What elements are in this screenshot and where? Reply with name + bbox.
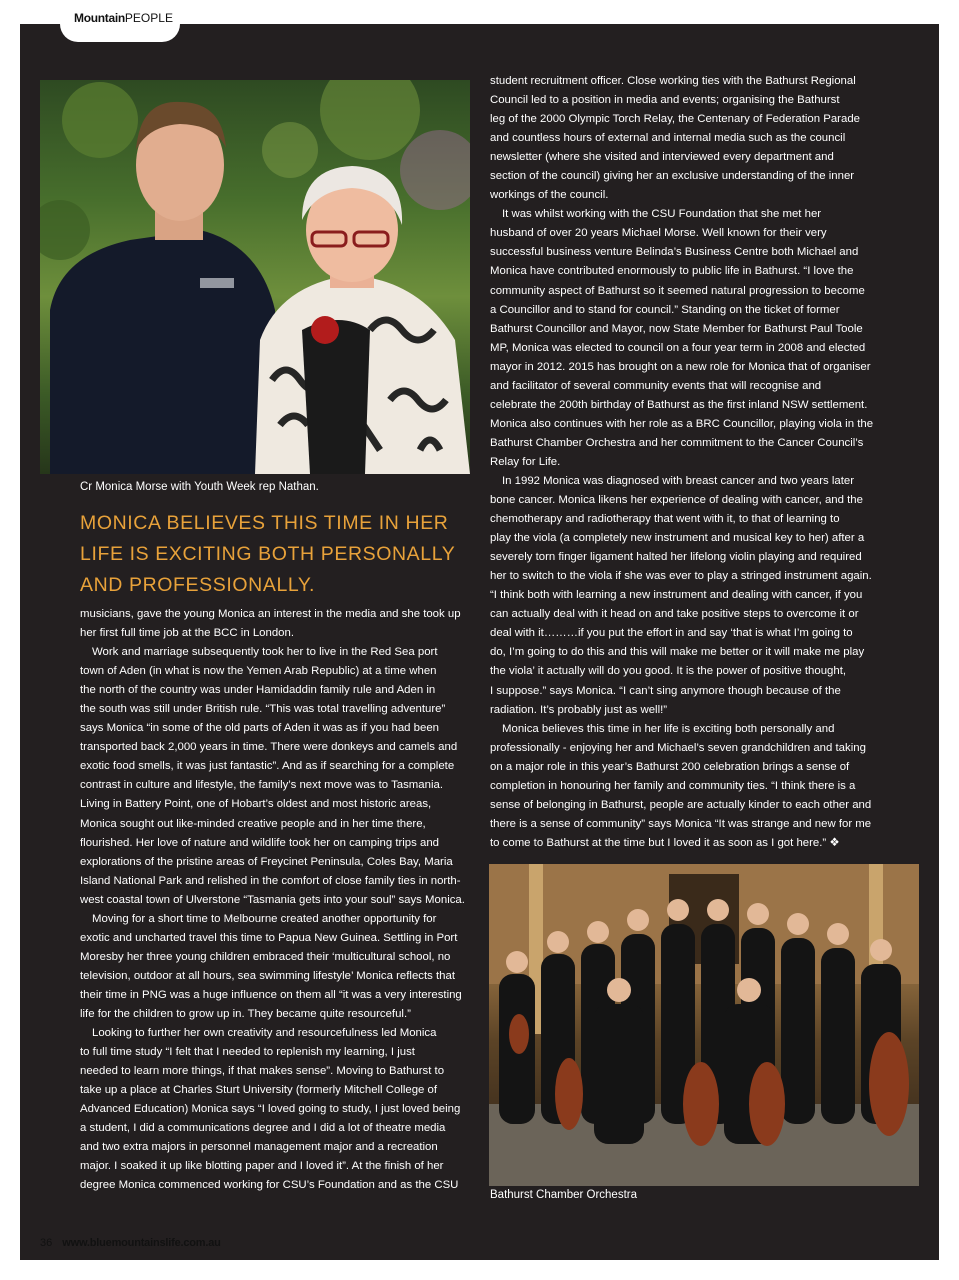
article-text-line: there is a sense of community” says Monica “It was strange and new for me	[490, 817, 872, 830]
article-text-line: flourished. Her love of nature and wildlife took her on camping trips and	[80, 836, 440, 849]
article-text-line: severely torn finger ligament halted her lifelong violin playing and required	[490, 551, 862, 564]
article-right-column	[490, 72, 885, 853]
article-text-line: the viola’ it actually will do you good. It is the power of positive thought,	[490, 665, 847, 678]
article-text-line: her first full time job at the BCC in London.	[80, 627, 294, 640]
article-text-line: Bathurst Councillor and Mayor, now State Member for Bathurst Paul Toole	[490, 322, 863, 335]
article-text-line: student recruitment officer. Close working ties with the Bathurst Regional	[490, 75, 856, 87]
article-text-line: and two extra majors in personnel management major and a recreation	[80, 1141, 438, 1154]
article-text-line: Looking to further her own creativity and resourcefulness led Monica	[92, 1027, 437, 1040]
article-text-line: community aspect of Bathurst so it seemed natural progression to become	[490, 284, 865, 297]
article-text-line: newsletter (where she visited and interviewed every department and	[490, 151, 834, 164]
article-text-line: sense of belonging in Bathurst, people are actually kinder to each other and	[490, 798, 872, 811]
article-text-line: contrast in culture and lifestyle, the family’s next move was to Tasmania.	[80, 779, 443, 792]
article-text-line: says Monica “in some of the old parts of Aden it was as if you had been	[80, 722, 440, 735]
article-text-line: Relay for Life.	[490, 455, 561, 468]
article-text-line: the south was still under British rule. “This was total travelling adventure”	[80, 703, 446, 716]
article-text-line: “I think both with learning a new instrument and dealing with cancer, if you	[490, 589, 863, 602]
article-text-line: Monica also continues with her role as a BRC Councillor, playing viola in the	[490, 417, 874, 430]
article-text-line: In 1992 Monica was diagnosed with breast cancer and two years later	[502, 474, 855, 487]
website-link[interactable]: www.bluemountainslife.com.au	[62, 1237, 221, 1249]
article-text-line: leg of the 2000 Olympic Torch Relay, the Centenary of Federation Parade	[490, 113, 860, 126]
article-text-line: Moresby her three young children embraced their ‘multicultural school, no	[80, 950, 451, 963]
article-text-line: Bathurst Chamber Orchestra and her commitment to the Cancer Council’s	[490, 436, 864, 449]
article-text-line: and countless hours of external and internal media such as the council	[490, 132, 846, 145]
article-text-line: husband of over 20 years Michael Morse. Well known for their very	[490, 227, 827, 240]
article-text-line: degree Monica commenced working for CSU’s Foundation and as the CSU	[80, 1179, 459, 1192]
article-text-line: to full time study “I felt that I needed to replenish my learning, I just	[80, 1046, 415, 1059]
article-text-line: exotic and uncharted travel this time to Papua New Guinea. Settling in Port	[80, 931, 458, 944]
article-text-line: Moving for a short time to Melbourne created another opportunity for	[92, 912, 437, 925]
article-text-line: her to switch to the viola if she was ever to play a stringed instrument again.	[490, 570, 872, 583]
article-text-line: successful business venture Belinda’s Business Centre both Michael and	[490, 246, 859, 259]
article-text-line: chemotherapy and radiotherapy that went with it, to that of learning to	[490, 513, 840, 526]
article-text-line: exotic food smells, it was just fantastic”. And as if searching for a complete	[80, 760, 455, 773]
article-text-line: their time in PNG was a huge influence on them all “it was a very interesting	[80, 988, 462, 1001]
article-text-line: mayor in 2012. 2015 has brought on a new role for Monica that of organiser	[490, 360, 871, 373]
article-text-line: a Councillor and to stand for council.” Standing on the ticket of former	[490, 303, 840, 316]
article-text-line: take up a place at Charles Sturt University (formerly Mitchell College of	[80, 1084, 438, 1097]
article-text-line: MP, Monica was elected to council on a four year term in 2008 and elected	[490, 341, 866, 354]
article-text-line: I suppose.” says Monica. “I can’t sing anymore though because of the	[490, 684, 841, 697]
article-text-line: radiation. It’s probably just as well!”	[490, 703, 668, 716]
article-text-line: professionally - enjoying her and Michael’s seven grandchildren and taking	[490, 741, 866, 754]
article-text-line: Living in Battery Point, one of Hobart’s oldest and most historic areas,	[80, 798, 432, 811]
article-text-line: Monica sought out like-minded creative people and in her time there,	[80, 817, 426, 830]
pull-quote-line: MONICA BELIEVES THIS TIME IN HER	[80, 512, 449, 534]
article-text-line: west coastal town of Ulverstone “Tasmania gets into your soul” says Monica.	[80, 893, 465, 906]
article-text-line: It was whilst working with the CSU Foundation that she met her	[502, 208, 822, 221]
article-text-line: section of the council) giving her an exclusive understanding of the inner	[490, 170, 855, 183]
article-text-line: workings of the council.	[490, 189, 609, 202]
article-text-line: major. I soaked it up like blotting paper and I loved it”. At the finish of her	[80, 1160, 444, 1173]
article-text-line: and facilitator of several community events that will recognise and	[490, 379, 822, 392]
article-text-line: the north of the country was under Hamidaddin family rule and Aden in	[80, 684, 436, 697]
pull-quote-line: LIFE IS EXCITING BOTH PERSONALLY	[80, 543, 456, 565]
article-text-line: celebrate the 200th birthday of Bathurst as the first inland NSW settlement.	[490, 398, 868, 411]
article-text-line: bone cancer. Monica likens her experience of dealing with cancer, and the	[490, 494, 863, 507]
photo-monica-and-nathan-image	[40, 80, 470, 474]
photo-orchestra-image	[489, 864, 919, 1186]
article-text-line: on a major role in this year’s Bathurst 200 celebration brings a sense of	[490, 760, 850, 773]
page-footer	[40, 1237, 221, 1249]
photo-bathurst-chamber-orchestra	[489, 864, 919, 1186]
article-left-column	[80, 605, 472, 1195]
article-text-line: musicians, gave the young Monica an interest in the media and she took up	[80, 608, 461, 620]
article-text-line: a student, I did a communications degree and I did a lot of theatre media	[80, 1122, 446, 1135]
section-label	[74, 11, 173, 25]
pull-quote-line: AND PROFESSIONALLY.	[80, 574, 316, 596]
article-text-line: completion in honouring her family and community ties. “I think there is a	[490, 779, 856, 792]
section-name: PEOPLE	[124, 11, 173, 25]
article-text-line: Monica believes this time in her life is exciting both personally and	[502, 722, 835, 735]
article-text-line: do, I’m going to do this and this will make me better or it will make me play	[490, 646, 865, 659]
page-number: 36	[40, 1237, 53, 1249]
article-text-line: play the viola (a completely new instrument and musical key to her) after a	[490, 532, 865, 545]
article-text-line: can actually deal with it head on and take positive steps to overcome it or	[490, 608, 859, 621]
article-text-line: Council led to a position in media and events; organising the Bathurst	[490, 94, 840, 107]
article-text-line: explorations of the pristine areas of Freycinet Peninsula, Coles Bay, Maria	[80, 855, 453, 868]
article-text-line: television, outdoor at all hours, sea swimming lifestyle’ Monica reflects that	[80, 969, 456, 982]
brand-name: Mountain	[74, 11, 125, 25]
article-text-line: transported back 2,000 years in time. There were donkeys and camels and	[80, 741, 458, 754]
article-text-line: Advanced Education) Monica says “I loved going to study, I just loved being	[80, 1103, 461, 1116]
photo2-caption: Bathurst Chamber Orchestra	[490, 1189, 638, 1201]
article-text-line: deal with it………if you put the effort in and say ‘that is what I’m going to	[490, 627, 853, 640]
article-text-line: Work and marriage subsequently took her to live in the Red Sea port	[92, 646, 438, 659]
article-text-line: town of Aden (in what is now the Yemen Arab Republic) at a time when	[80, 665, 437, 678]
article-text-line: Island National Park and relished in the comfort of close family ties in north-	[80, 874, 461, 887]
pull-quote	[80, 508, 460, 601]
article-text-line: needed to learn more things, if that makes sense”. Moving to Bathurst to	[80, 1065, 445, 1078]
article-text-line: life for the children to grow up in. They became quite resourceful.”	[80, 1007, 411, 1020]
article-text-line: to come to Bathurst at the time but I loved it as soon as I got here.” ❖	[490, 836, 840, 849]
photo1-caption: Cr Monica Morse with Youth Week rep Nathan.	[80, 481, 319, 493]
photo-monica-and-nathan	[40, 80, 470, 474]
article-text-line: Monica have contributed enormously to public life in Bathurst. “I love the	[490, 265, 854, 278]
